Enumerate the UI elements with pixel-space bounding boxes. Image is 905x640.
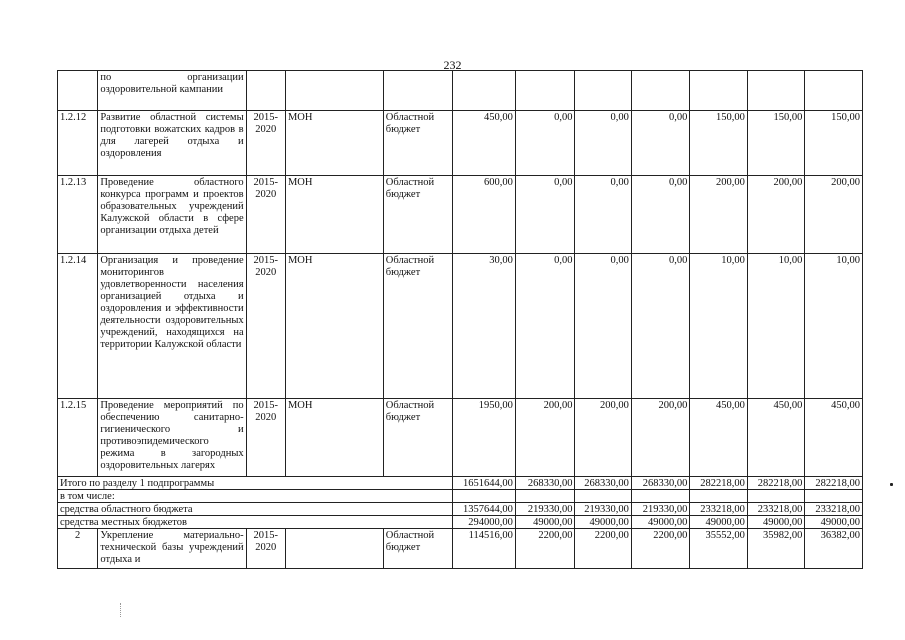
table-row <box>58 254 863 399</box>
summary-value-cell: 1357644,00 <box>453 503 516 516</box>
item-years-cell: 2015- 2020 <box>246 176 285 254</box>
summary-row <box>58 477 863 490</box>
summary-value-cell <box>805 490 863 503</box>
item-value-cell: 450,00 <box>805 399 863 477</box>
item-executor-cell: МОН <box>285 176 383 254</box>
item-code-cell: 1.2.14 <box>58 254 98 399</box>
item-executor-cell: МОН <box>285 399 383 477</box>
summary-value-cell: 282218,00 <box>690 477 748 490</box>
item-value-cell: 200,00 <box>515 399 575 477</box>
item-value-cell: 150,00 <box>805 111 863 176</box>
summary-row <box>58 503 863 516</box>
table-row <box>58 71 863 111</box>
table-row <box>58 176 863 254</box>
item-value-cell <box>690 71 748 111</box>
summary-value-cell <box>515 490 575 503</box>
item-code-cell: 1.2.12 <box>58 111 98 176</box>
summary-value-cell <box>747 490 805 503</box>
item-source-cell: Областной бюджет <box>383 529 453 569</box>
summary-value-cell: 49000,00 <box>515 516 575 529</box>
summary-value-cell <box>690 490 748 503</box>
summary-value-cell: 49000,00 <box>631 516 690 529</box>
item-value-cell: 2200,00 <box>575 529 631 569</box>
item-years-cell <box>246 71 285 111</box>
summary-value-cell: 294000,00 <box>453 516 516 529</box>
item-years-cell: 2015- 2020 <box>246 254 285 399</box>
table-row <box>58 399 863 477</box>
item-value-cell: 200,00 <box>805 176 863 254</box>
summary-label-cell: Итого по разделу 1 подпрограммы <box>58 477 453 490</box>
summary-value-cell: 282218,00 <box>805 477 863 490</box>
summary-value-cell: 1651644,00 <box>453 477 516 490</box>
item-executor-cell <box>285 71 383 111</box>
summary-value-cell: 233218,00 <box>690 503 748 516</box>
item-executor-cell: МОН <box>285 111 383 176</box>
summary-value-cell: 49000,00 <box>575 516 631 529</box>
summary-label-cell: средства местных бюджетов <box>58 516 453 529</box>
summary-value-cell: 49000,00 <box>747 516 805 529</box>
item-value-cell <box>575 71 631 111</box>
item-description-cell: по организации оздоровительной кампании <box>98 71 246 111</box>
summary-value-cell: 268330,00 <box>631 477 690 490</box>
summary-value-cell: 268330,00 <box>575 477 631 490</box>
item-code-cell: 1.2.15 <box>58 399 98 477</box>
item-value-cell: 200,00 <box>631 399 690 477</box>
item-value-cell: 0,00 <box>631 111 690 176</box>
summary-value-cell: 219330,00 <box>575 503 631 516</box>
item-code-cell: 1.2.13 <box>58 176 98 254</box>
summary-value-cell: 233218,00 <box>747 503 805 516</box>
summary-row <box>58 516 863 529</box>
item-source-cell: Областной бюджет <box>383 111 453 176</box>
item-source-cell: Областной бюджет <box>383 176 453 254</box>
item-value-cell: 114516,00 <box>453 529 516 569</box>
item-value-cell: 36382,00 <box>805 529 863 569</box>
item-value-cell <box>805 71 863 111</box>
item-value-cell: 0,00 <box>575 254 631 399</box>
item-value-cell: 10,00 <box>747 254 805 399</box>
summary-value-cell: 49000,00 <box>805 516 863 529</box>
item-source-cell: Областной бюджет <box>383 399 453 477</box>
item-value-cell: 1950,00 <box>453 399 516 477</box>
item-code-cell <box>58 71 98 111</box>
summary-value-cell: 282218,00 <box>747 477 805 490</box>
item-source-cell <box>383 71 453 111</box>
item-executor-cell: МОН <box>285 254 383 399</box>
scan-artifact <box>120 603 122 617</box>
item-value-cell: 35982,00 <box>747 529 805 569</box>
item-value-cell: 450,00 <box>747 399 805 477</box>
item-value-cell: 450,00 <box>690 399 748 477</box>
summary-label-cell: в том числе: <box>58 490 453 503</box>
item-executor-cell <box>285 529 383 569</box>
item-value-cell: 200,00 <box>575 399 631 477</box>
item-value-cell: 0,00 <box>631 254 690 399</box>
item-value-cell: 2200,00 <box>515 529 575 569</box>
item-years-cell: 2015- 2020 <box>246 529 285 569</box>
item-value-cell: 200,00 <box>747 176 805 254</box>
summary-label-cell: средства областного бюджета <box>58 503 453 516</box>
summary-value-cell <box>575 490 631 503</box>
item-value-cell <box>515 71 575 111</box>
summary-row <box>58 490 863 503</box>
item-value-cell: 200,00 <box>690 176 748 254</box>
item-description-cell: Проведение мероприятий по обеспечению санитарно-гигиенического и противоэпидемического режима в загородных оздоровительных лагерях <box>98 399 246 477</box>
item-value-cell: 600,00 <box>453 176 516 254</box>
item-value-cell: 10,00 <box>805 254 863 399</box>
item-value-cell <box>747 71 805 111</box>
page-number: 232 <box>443 58 462 72</box>
summary-value-cell: 49000,00 <box>690 516 748 529</box>
item-value-cell: 0,00 <box>515 254 575 399</box>
item-value-cell: 0,00 <box>515 176 575 254</box>
table-row <box>58 111 863 176</box>
item-value-cell: 0,00 <box>631 176 690 254</box>
summary-value-cell <box>631 490 690 503</box>
summary-value-cell: 233218,00 <box>805 503 863 516</box>
item-description-cell: Развитие областной системы подготовки вожатских кадров в для лагерей отдыха и оздоровления <box>98 111 246 176</box>
item-value-cell: 0,00 <box>575 176 631 254</box>
summary-value-cell <box>453 490 516 503</box>
item-value-cell: 0,00 <box>575 111 631 176</box>
item-source-cell: Областной бюджет <box>383 254 453 399</box>
item-description-cell: Проведение областного конкурса программ и проектов образовательных учреждений Калужской области в сфере организации отдыха детей <box>98 176 246 254</box>
item-code-cell: 2 <box>58 529 98 569</box>
item-years-cell: 2015- 2020 <box>246 111 285 176</box>
item-value-cell: 450,00 <box>453 111 516 176</box>
margin-mark <box>890 483 893 486</box>
item-value-cell: 0,00 <box>515 111 575 176</box>
budget-table <box>57 70 863 569</box>
item-value-cell: 35552,00 <box>690 529 748 569</box>
item-value-cell: 30,00 <box>453 254 516 399</box>
summary-value-cell: 219330,00 <box>515 503 575 516</box>
item-value-cell <box>453 71 516 111</box>
item-value-cell: 150,00 <box>690 111 748 176</box>
item-value-cell <box>631 71 690 111</box>
item-description-cell: Организация и проведение мониторингов удовлетворенности населения организацией отдыха и оздоровления и эффективности деятельности оздоровительных учреждений, находящихся на территории Калужской области <box>98 254 246 399</box>
item-value-cell: 150,00 <box>747 111 805 176</box>
summary-value-cell: 219330,00 <box>631 503 690 516</box>
table-row <box>58 529 863 569</box>
item-value-cell: 10,00 <box>690 254 748 399</box>
item-description-cell: Укрепление материально-технической базы учреждений отдыха и <box>98 529 246 569</box>
item-value-cell: 2200,00 <box>631 529 690 569</box>
summary-value-cell: 268330,00 <box>515 477 575 490</box>
item-years-cell: 2015- 2020 <box>246 399 285 477</box>
